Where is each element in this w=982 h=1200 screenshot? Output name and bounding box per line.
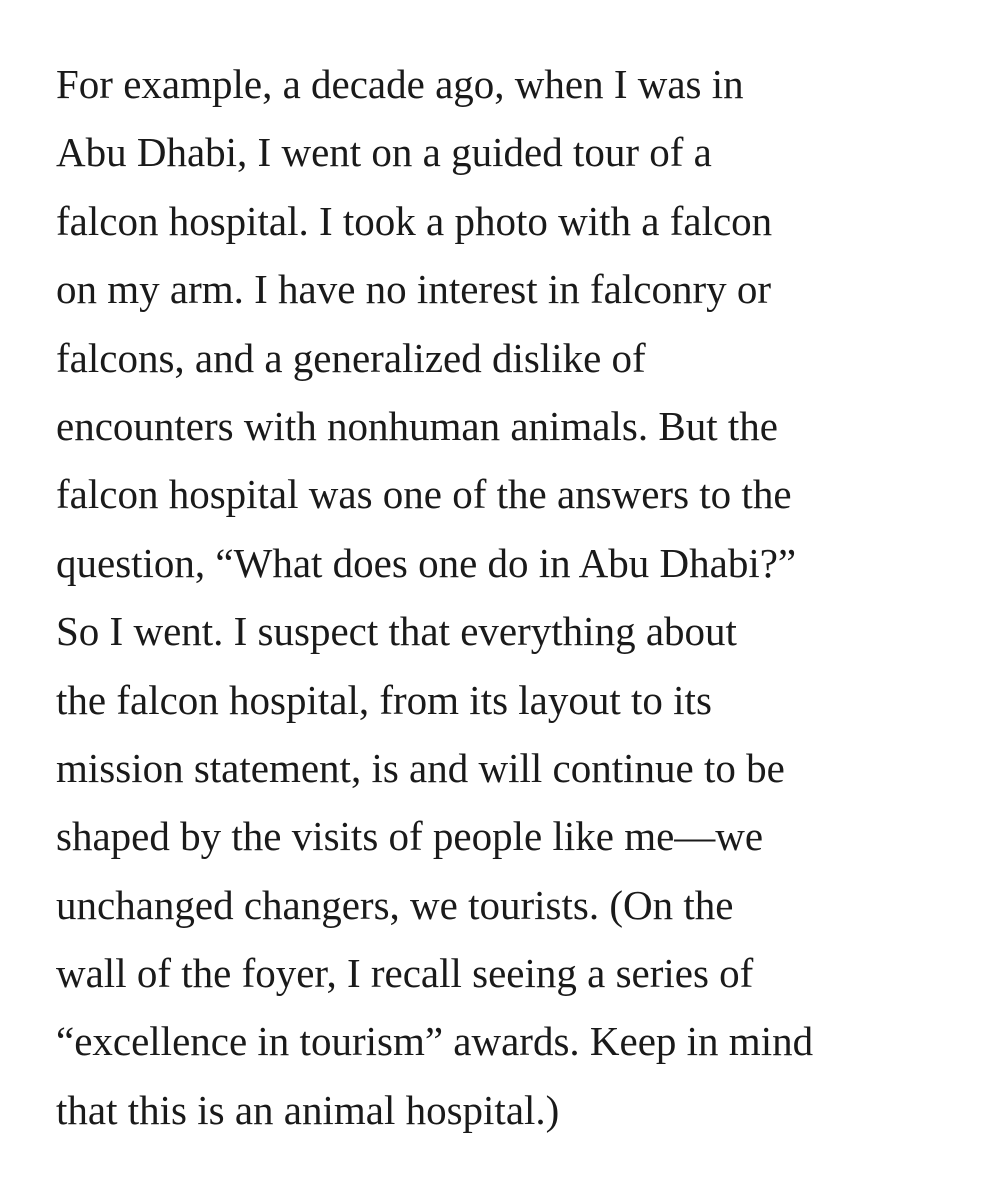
paragraph-line: mission statement, is and will continue to be	[56, 744, 785, 791]
paragraph-line: “excellence in tourism” awards. Keep in mind	[56, 1018, 814, 1065]
paragraph-line: unchanged changers, we tourists. (On the	[56, 881, 734, 928]
paragraph-line: the falcon hospital, from its layout to its	[56, 676, 712, 723]
paragraph-line: encounters with nonhuman animals. But the	[56, 402, 778, 449]
paragraph-line: that this is an animal hospital.)	[56, 1086, 560, 1133]
paragraph-line: wall of the foyer, I recall seeing a series of	[56, 950, 754, 997]
paragraph-line: So I went. I suspect that everything about	[56, 608, 737, 655]
paragraph-line: falcon hospital was one of the answers to the	[56, 471, 792, 518]
paragraph-line: Abu Dhabi, I went on a guided tour of a	[56, 129, 712, 176]
article-paragraph	[56, 50, 956, 1144]
paragraph-line: shaped by the visits of people like me—we	[56, 813, 764, 860]
paragraph-line: For example, a decade ago, when I was in	[56, 61, 744, 107]
paragraph-line: question, “What does one do in Abu Dhabi?”	[56, 539, 797, 586]
paragraph-line: falcon hospital. I took a photo with a falcon	[56, 197, 773, 244]
paragraph-line: falcons, and a generalized dislike of	[56, 334, 646, 381]
paragraph-line: on my arm. I have no interest in falconry or	[56, 266, 771, 313]
